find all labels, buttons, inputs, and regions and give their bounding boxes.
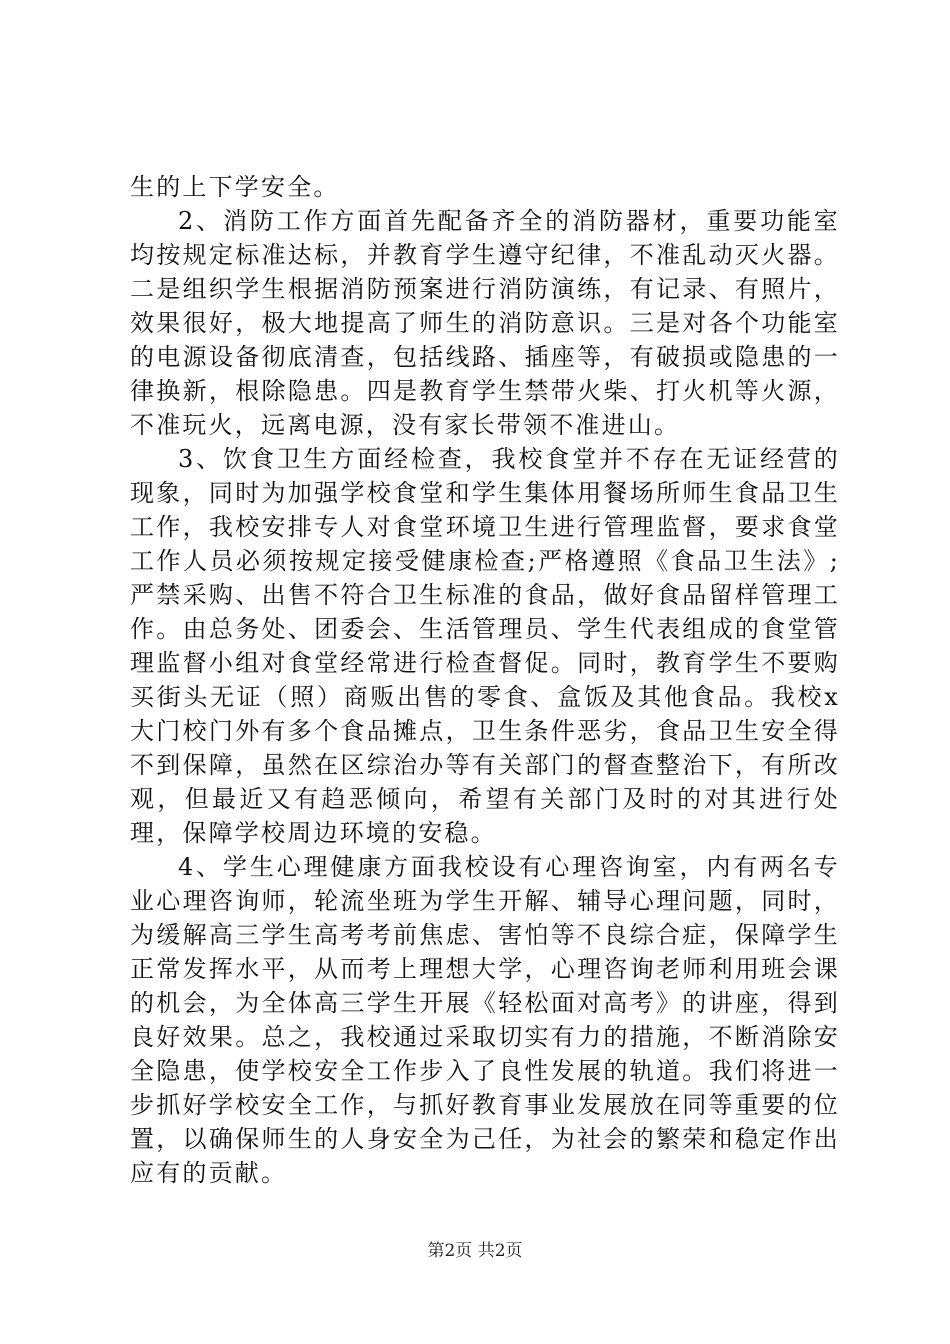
paragraph-mental-health: 4、学生心理健康方面我校设有心理咨询室，内有两名专业心理咨询师，轮流坐班为学生开解、辅导心理问题，同时，为缓解高三学生高考考前焦虑、害怕等不良综合症，保障学生正常发挥水平，从而考上理想大学，心理咨询老师利用班会课的机会，为全体高三学生开展《轻松面对高考》的讲座，得到良好效果。总之，我校通过采取切实有力的措施，不断消除安全隐患，使学校安全工作步入了良性发展的轨道。我们将进一步抓好学校安全工作，与抓好教育事业发展放在同等重要的位置，以确保师生的人身安全为己任，为社会的繁荣和稳定作出应有的贡献。 — [130, 853, 840, 1187]
paragraph-fire-safety: 2、消防工作方面首先配备齐全的消防器材，重要功能室均按规定标准达标，并教育学生遵守纪律，不准乱动灭火器。二是组织学生根据消防预案进行消防演练，有记录、有照片，效果很好，极大地提高了师生的消防意识。三是对各个功能室的电源设备彻底清查，包括线路、插座等，有破损或隐患的一律换新，根除隐患。四是教育学生禁带火柴、打火机等火源，不准玩火，远离电源，没有家长带领不准进山。 — [130, 207, 840, 439]
document-body — [130, 170, 840, 1190]
page-number-footer: 第2页 共2页 — [427, 1241, 523, 1261]
paragraph-continuation: 生的上下学安全。 — [130, 173, 340, 201]
paragraph-food-hygiene: 3、饮食卫生方面经检查，我校食堂并不存在无证经营的现象，同时为加强学校食堂和学生集体用餐场所师生食品卫生工作，我校安排专人对食堂环境卫生进行管理监督，要求食堂工作人员必须按规定接受健康检查;严格遵照《食品卫生法》;严禁采购、出售不符合卫生标准的食品，做好食品留样管理工作。由总务处、团委会、生活管理员、学生代表组成的食堂管理监督小组对食堂经常进行检查督促。同时，教育学生不要购买街头无证（照）商贩出售的零食、盒饭及其他食品。我校x大门校门外有多个食品摊点，卫生条件恶劣，食品卫生安全得不到保障，虽然在区综治办等有关部门的督查整治下，有所改观，但最近又有趋恶倾向，希望有关部门及时的对其进行处理，保障学校周边环境的安稳。 — [130, 445, 840, 847]
